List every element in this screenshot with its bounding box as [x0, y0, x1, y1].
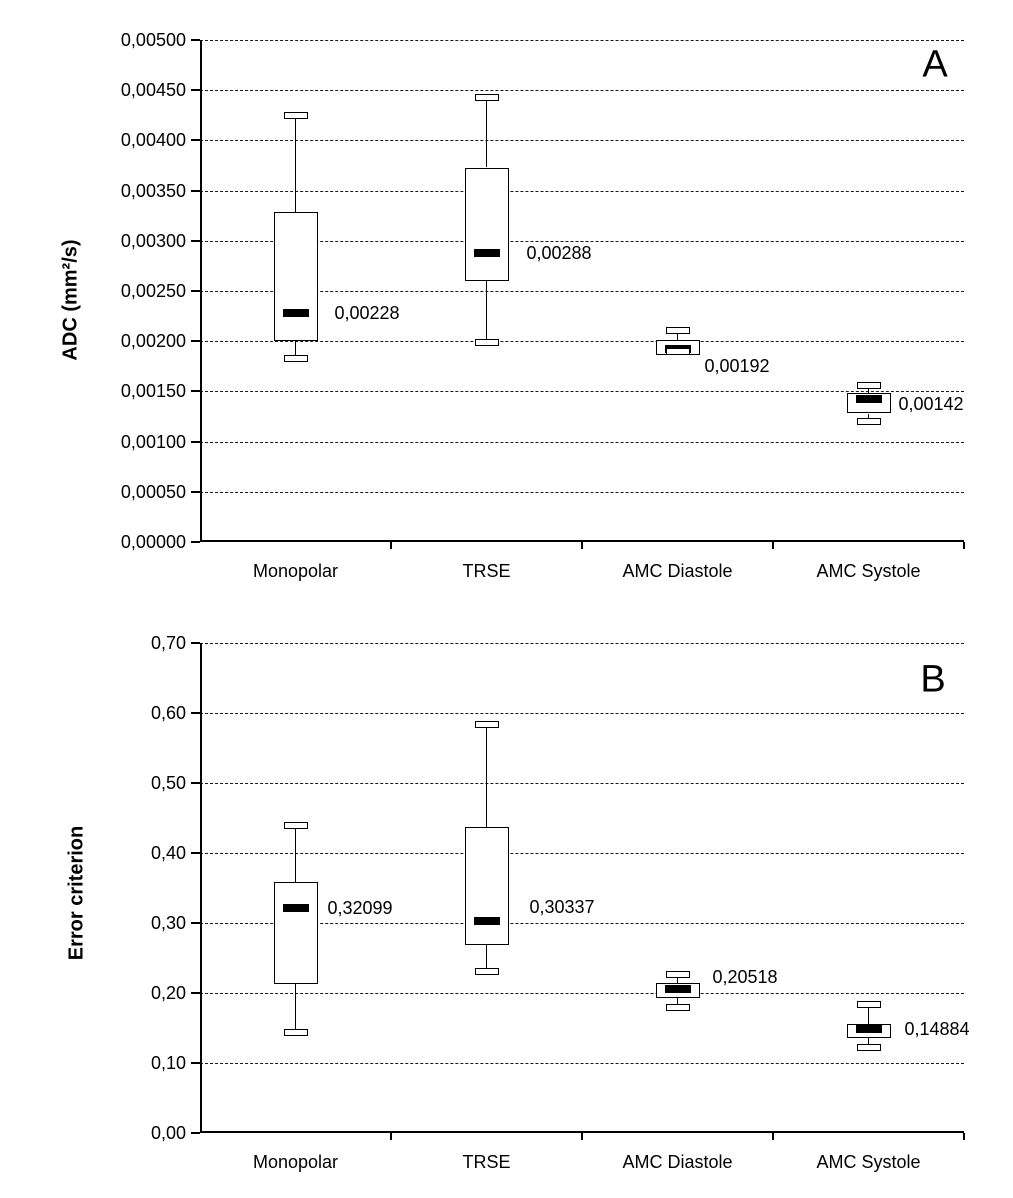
median-value-label: 0,00142 [898, 394, 964, 415]
median-value-label: 0,00228 [334, 303, 400, 324]
upper-whisker-cap [857, 1001, 881, 1008]
y-tick-label: 0,00200 [120, 331, 186, 352]
y-tick-label: 0,70 [150, 633, 186, 653]
median-bar [474, 249, 500, 257]
median-bar [283, 309, 309, 317]
y-axis-tick [191, 190, 200, 192]
y-axis-tick [191, 89, 200, 91]
gridline [200, 442, 964, 443]
lower-whisker-cap [284, 355, 308, 362]
lower-whisker-cap [857, 418, 881, 425]
x-axis-tick [581, 1133, 583, 1140]
y-tick-label: 0,00400 [120, 130, 186, 151]
y-tick-label: 0,00450 [120, 80, 186, 101]
category-label: AMC Systole [816, 1152, 921, 1172]
gridline [200, 40, 964, 41]
upper-whisker-cap [666, 971, 690, 978]
category-label: TRSE [462, 1152, 511, 1172]
median-value-label: 0,32099 [327, 898, 393, 919]
upper-whisker-cap [284, 822, 308, 829]
lower-whisker-cap [857, 1044, 881, 1051]
upper-whisker-cap [475, 721, 499, 728]
panel-label-b: B [920, 658, 946, 701]
upper-whisker-cap [284, 112, 308, 119]
gridline [200, 140, 964, 141]
y-axis-tick [191, 139, 200, 141]
x-axis-tick [581, 542, 583, 549]
y-tick-label: 0,60 [150, 703, 186, 723]
median-bar [665, 985, 691, 993]
y-axis-title-panel-b: Error criterion [65, 825, 88, 961]
y-axis-tick [191, 491, 200, 493]
upper-whisker-cap [475, 94, 499, 101]
gridline [200, 191, 964, 192]
y-tick-label: 0,00100 [120, 431, 186, 452]
upper-whisker-cap [666, 327, 690, 334]
gridline [200, 713, 964, 714]
y-axis-line [200, 643, 202, 1133]
y-tick-label: 0,00 [150, 1123, 186, 1143]
x-axis-tick [963, 542, 965, 549]
gridline [200, 643, 964, 644]
panel-label-a: A [922, 43, 948, 86]
gridline [200, 783, 964, 784]
y-tick-label: 0,00250 [120, 281, 186, 301]
category-label: AMC Diastole [622, 1152, 733, 1172]
y-axis-tick [191, 390, 200, 392]
y-tick-label: 0,00500 [120, 30, 186, 50]
y-axis-tick [191, 642, 200, 644]
iqr-box [465, 827, 509, 945]
y-axis-tick [191, 340, 200, 342]
median-bar [474, 917, 500, 925]
y-tick-label: 0,00000 [120, 532, 186, 552]
category-label: Monopolar [252, 1152, 339, 1172]
iqr-box [465, 168, 509, 282]
upper-whisker-cap [857, 382, 881, 389]
y-tick-label: 0,40 [150, 843, 186, 863]
y-tick-label: 0,00350 [120, 180, 186, 201]
gridline [200, 993, 964, 994]
lower-whisker-cap [284, 1029, 308, 1036]
y-axis-tick [191, 712, 200, 714]
median-bar [283, 904, 309, 912]
category-label: AMC Systole [816, 561, 921, 581]
y-axis-tick [191, 992, 200, 994]
median-value-label: 0,00192 [704, 356, 770, 377]
y-axis-tick [191, 782, 200, 784]
lower-whisker-line [295, 984, 297, 1033]
x-axis-tick [963, 1133, 965, 1140]
gridline [200, 1063, 964, 1064]
y-tick-label: 0,00150 [120, 381, 186, 402]
plot-area-panel-b [150, 633, 970, 1172]
x-axis-tick [772, 542, 774, 549]
y-axis-tick [191, 39, 200, 41]
iqr-box [274, 212, 318, 342]
y-tick-label: 0,00050 [120, 481, 186, 502]
y-tick-label: 0,10 [150, 1053, 186, 1073]
y-axis-title-panel-a: ADC (mm²/s) [59, 239, 82, 361]
lower-whisker-cap [666, 348, 690, 355]
upper-whisker-line [486, 97, 488, 167]
category-label: AMC Diastole [622, 561, 733, 581]
median-bar [856, 1025, 882, 1033]
gridline [200, 90, 964, 91]
upper-whisker-line [295, 825, 297, 882]
lower-whisker-cap [666, 1004, 690, 1011]
gridline [200, 853, 964, 854]
y-axis-tick [191, 922, 200, 924]
plot-area-panel-a [120, 30, 964, 581]
y-tick-label: 0,20 [150, 983, 186, 1003]
gridline [200, 391, 964, 392]
gridline [200, 492, 964, 493]
category-label: TRSE [462, 561, 511, 581]
y-axis-tick [191, 852, 200, 854]
x-axis-tick [772, 1133, 774, 1140]
gridline [200, 341, 964, 342]
category-label: Monopolar [252, 561, 339, 581]
lower-whisker-cap [475, 968, 499, 975]
iqr-box [274, 882, 318, 984]
y-axis-tick [191, 441, 200, 443]
lower-whisker-line [486, 281, 488, 342]
upper-whisker-line [295, 115, 297, 211]
lower-whisker-cap [475, 339, 499, 346]
y-axis-line [200, 40, 202, 542]
y-axis-tick [191, 240, 200, 242]
y-axis-tick [191, 1062, 200, 1064]
y-axis-tick [191, 541, 200, 543]
y-tick-label: 0,30 [150, 913, 186, 933]
y-axis-tick [191, 290, 200, 292]
median-value-label: 0,20518 [712, 967, 778, 988]
median-value-label: 0,00288 [526, 242, 592, 263]
median-value-label: 0,14884 [904, 1018, 970, 1039]
y-axis-tick [191, 1132, 200, 1134]
y-tick-label: 0,50 [150, 773, 186, 793]
x-axis-tick [390, 1133, 392, 1140]
y-tick-label: 0,00300 [120, 230, 186, 251]
median-value-label: 0,30337 [529, 896, 595, 917]
upper-whisker-line [486, 725, 488, 827]
median-bar [856, 395, 882, 403]
x-axis-tick [390, 542, 392, 549]
